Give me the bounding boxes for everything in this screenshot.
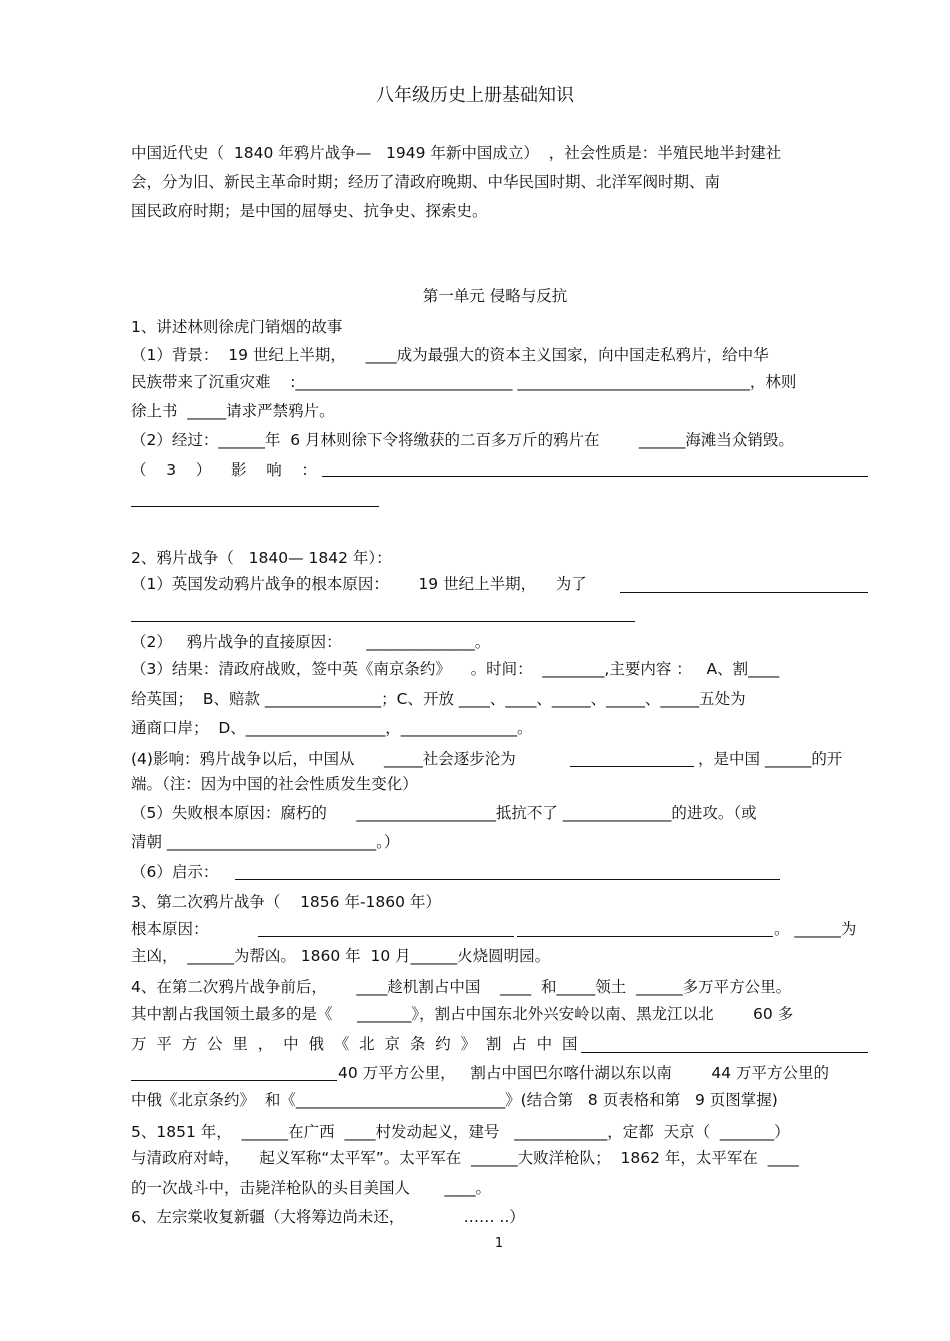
text-line: （3）结果：清政府战败，签中英《南京条约》 。时间： ________,主要内容 ： A、割____: [131, 660, 780, 678]
answer-blank: [131, 621, 635, 622]
text-line: （2）经过：______年 6 月林则徐下令将缴获的二百多万斤的鸦片在 ______海滩当众销毁。: [131, 431, 794, 449]
text-line: 其中割占我国领土最多的是《 _______》，割占中国东北外兴安岭以南、黑龙江以北 60 多: [131, 1005, 794, 1023]
question-heading: 3、第二次鸦片战争（ 1856 年-1860 年）: [131, 893, 441, 911]
page-title: 八年级历史上册基础知识: [376, 85, 574, 106]
text-line: 清朝 ___________________________。）: [131, 833, 400, 851]
answer-blank: [581, 1052, 868, 1053]
text-line: （2） 鸦片战争的直接原因： ______________。: [131, 633, 491, 651]
text-line: 与清政府对峙， 起义军称“太平军”。太平军在 ______大败洋枪队； 1862 年，太平军在 ____: [131, 1149, 799, 1167]
text-line: 中俄《北京条约》 和《___________________________》(结合第 8 页表格和第 9 页图掌握): [131, 1091, 778, 1109]
question-heading: 5、1851 年， ______在广西 ____村发动起义，建号 ____________，定都 天京（ _______）: [131, 1123, 790, 1141]
text-line: ，是中国 ______的开: [698, 750, 843, 768]
text-line: （ 3 ） 影 响 ：: [131, 461, 317, 479]
text-line: （1）背景： 19 世纪上半期， ____成为最强大的资本主义国家，向中国走私鸦片，给中华: [131, 346, 769, 364]
text-line: (4)影响：鸦片战争以后，中国从 _____社会逐步沦为: [131, 750, 516, 768]
text-line: （5）失败根本原因：腐朽的 __________________抵抗不了 ______________的进攻。（或: [131, 804, 757, 822]
answer-blank: [570, 766, 694, 767]
page-number: 1: [494, 1236, 504, 1251]
answer-blank: [517, 936, 773, 937]
answer-blank: [525, 879, 780, 880]
answer-blank: [322, 476, 868, 477]
text-line: 通商口岸； D、__________________，_______________。: [131, 719, 533, 737]
answer-blank: [235, 879, 525, 880]
text-line: 。 ______为: [774, 920, 857, 938]
answer-blank: [131, 506, 379, 507]
intro-line: 会，分为旧、新民主革命时期；经历了清政府晚期、中华民国时期、北洋军阀时期、南: [131, 173, 721, 191]
answer-blank: [131, 1080, 337, 1081]
unit-heading: 第一单元 侵略与反抗: [422, 287, 568, 305]
text-line: 根本原因：: [131, 920, 209, 938]
question-heading: 1、讲述林则徐虎门销烟的故事: [131, 318, 343, 336]
text-line: （1）英国发动鸦片战争的根本原因： 19 世纪上半期， 为了: [131, 575, 587, 593]
question-heading: 6、左宗棠收复新疆（大将筹边尚未还， …… ..）: [131, 1208, 525, 1226]
text-line: 40 万平方公里， 割占中国巴尔喀什湖以东以南 44 万平方公里的: [338, 1064, 829, 1082]
answer-blank: [258, 936, 514, 937]
intro-line: 国民政府时期；是中国的屈辱史、抗争史、探索史。: [131, 202, 488, 220]
text-line: 主凶， ______为帮凶。 1860 年 10 月______火烧圆明园。: [131, 947, 551, 965]
answer-blank: [620, 592, 868, 593]
text-line: 的一次战斗中，击毙洋枪队的头目美国人 ____。: [131, 1179, 491, 1197]
text-line: （6）启示：: [131, 863, 219, 881]
text-line: 端。（注：因为中国的社会性质发生变化）: [131, 775, 418, 793]
intro-line: 中国近代史（ 1840 年鸦片战争— 1949 年新中国成立） ，社会性质是：半殖民地半封建社: [131, 144, 782, 162]
question-heading: 4、在第二次鸦片战争前后， ____趁机割占中国 ____ 和_____领土 ______多万平方公里。: [131, 978, 792, 996]
text-line: 徐上书 _____请求严禁鸦片。: [131, 402, 335, 420]
text-line: 给英国； B、赔款 _______________；C、开放 ____、____、_____、_____、_____五处为: [131, 690, 746, 708]
question-heading: 2、鸦片战争（ 1840— 1842 年）：: [131, 549, 392, 567]
text-line: 民族带来了沉重灾难 :____________________________ ______________________________，林则: [131, 373, 797, 391]
text-line: 万 平 方 公 里 ， 中 俄 《 北 京 条 约 》 割 占 中 国: [131, 1035, 578, 1053]
